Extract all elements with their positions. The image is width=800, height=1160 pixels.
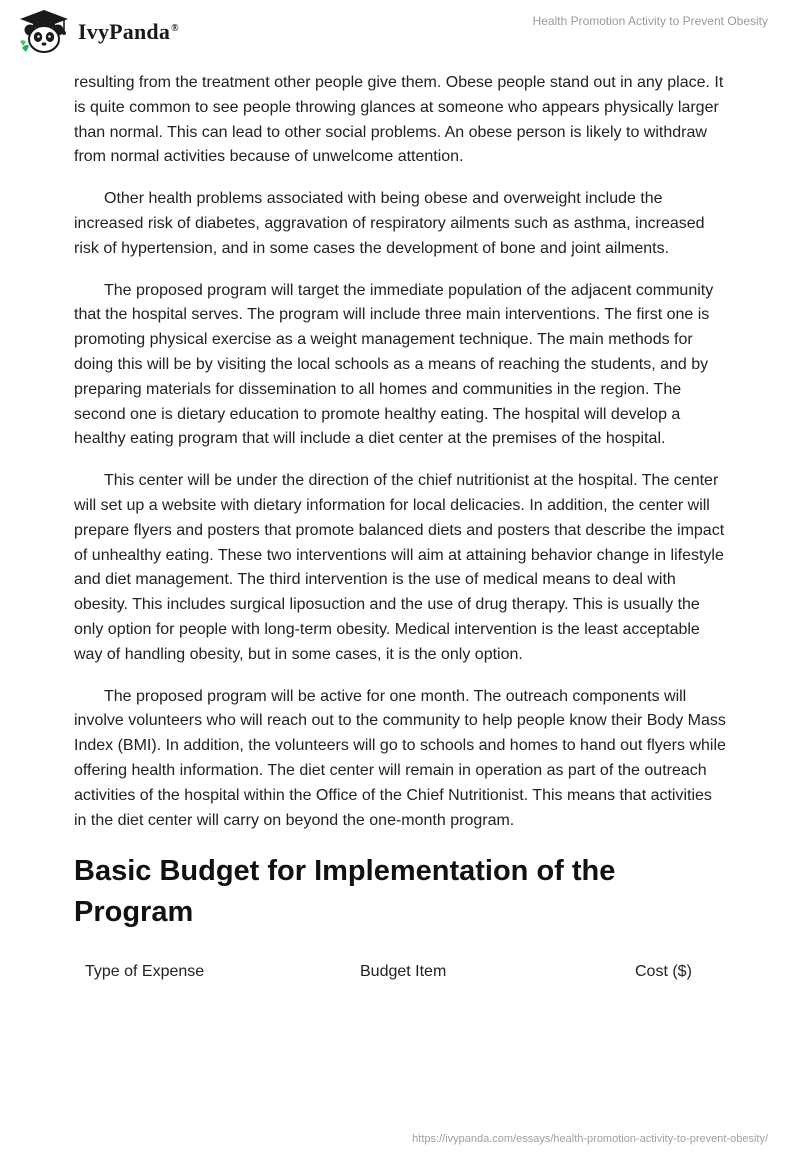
logo-wordmark: IvyPanda® [78, 19, 179, 44]
document-title: Health Promotion Activity to Prevent Obesity [532, 14, 768, 28]
essay-body [74, 71, 726, 987]
paragraph: Other health problems associated with being obese and overweight include the increased risk of diabetes, aggravation of respiratory ailments such as asthma, increased risk of hypertension, and in some cases the development of bone and joint ailments. [74, 190, 705, 257]
paragraph: This center will be under the direction of the chief nutritionist at the hospital. The center will set up a website with dietary information for local delicacies. In addition, the center will prepare flyers and posters that promote balanced diets and posters that describe the impact of unhealthy eating. These two interventions will aim at attaining behavior change in lifestyle and diet management. The third intervention is the use of medical means to deal with obesity. This includes surgical liposuction and the use of drug therapy. This is usually the only option for people with long-term obesity. Medical intervention is the least acceptable way of handling obesity, but in some cases, it is the only option. [74, 472, 725, 663]
column-header-cost: Cost ($) [635, 963, 692, 981]
column-header-budget-item: Budget Item [360, 963, 447, 981]
source-url[interactable]: https://ivypanda.com/essays/health-promotion-activity-to-prevent-obesity/ [412, 1133, 768, 1145]
panda-graduate-icon [16, 8, 72, 56]
paragraph: The proposed program will target the immediate population of the adjacent community that the hospital serves. The program will include three main interventions. The first one is promoting physical exercise as a weight management technique. The main methods for doing this will be by visiting the local schools as a means of reaching the students, and by preparing materials for dissemination to all homes and communities in the region. The second one is dietary education to promote healthy eating. The hospital will develop a healthy eating program that will include a diet center at the premises of the hospital. [74, 281, 714, 448]
paragraph: The proposed program will be active for one month. The outreach components will involve volunteers who will reach out to the community to help people know their Body Mass Index (BMI). In addition, the volunteers will go to schools and homes to hand out flyers while offering health information. The diet center will remain in operation as part of the outreach activities of the hospital within the Office of the Chief Nutritionist. This means that activities in the diet center will carry on beyond the one-month program. [74, 687, 726, 829]
ivypanda-logo[interactable] [16, 8, 179, 56]
column-header-type-of-expense: Type of Expense [85, 963, 205, 981]
budget-table-header [74, 963, 726, 987]
paragraph: resulting from the treatment other people give them. Obese people stand out in any place. It is quite common to see people throwing glances at someone who appears physically larger than normal. This can lead to other social problems. An obese person is likely to withdraw from normal activities because of unwelcome attention. [74, 74, 724, 166]
section-heading: Basic Budget for Implementation of the Program [74, 855, 616, 929]
page-header [0, 0, 800, 70]
